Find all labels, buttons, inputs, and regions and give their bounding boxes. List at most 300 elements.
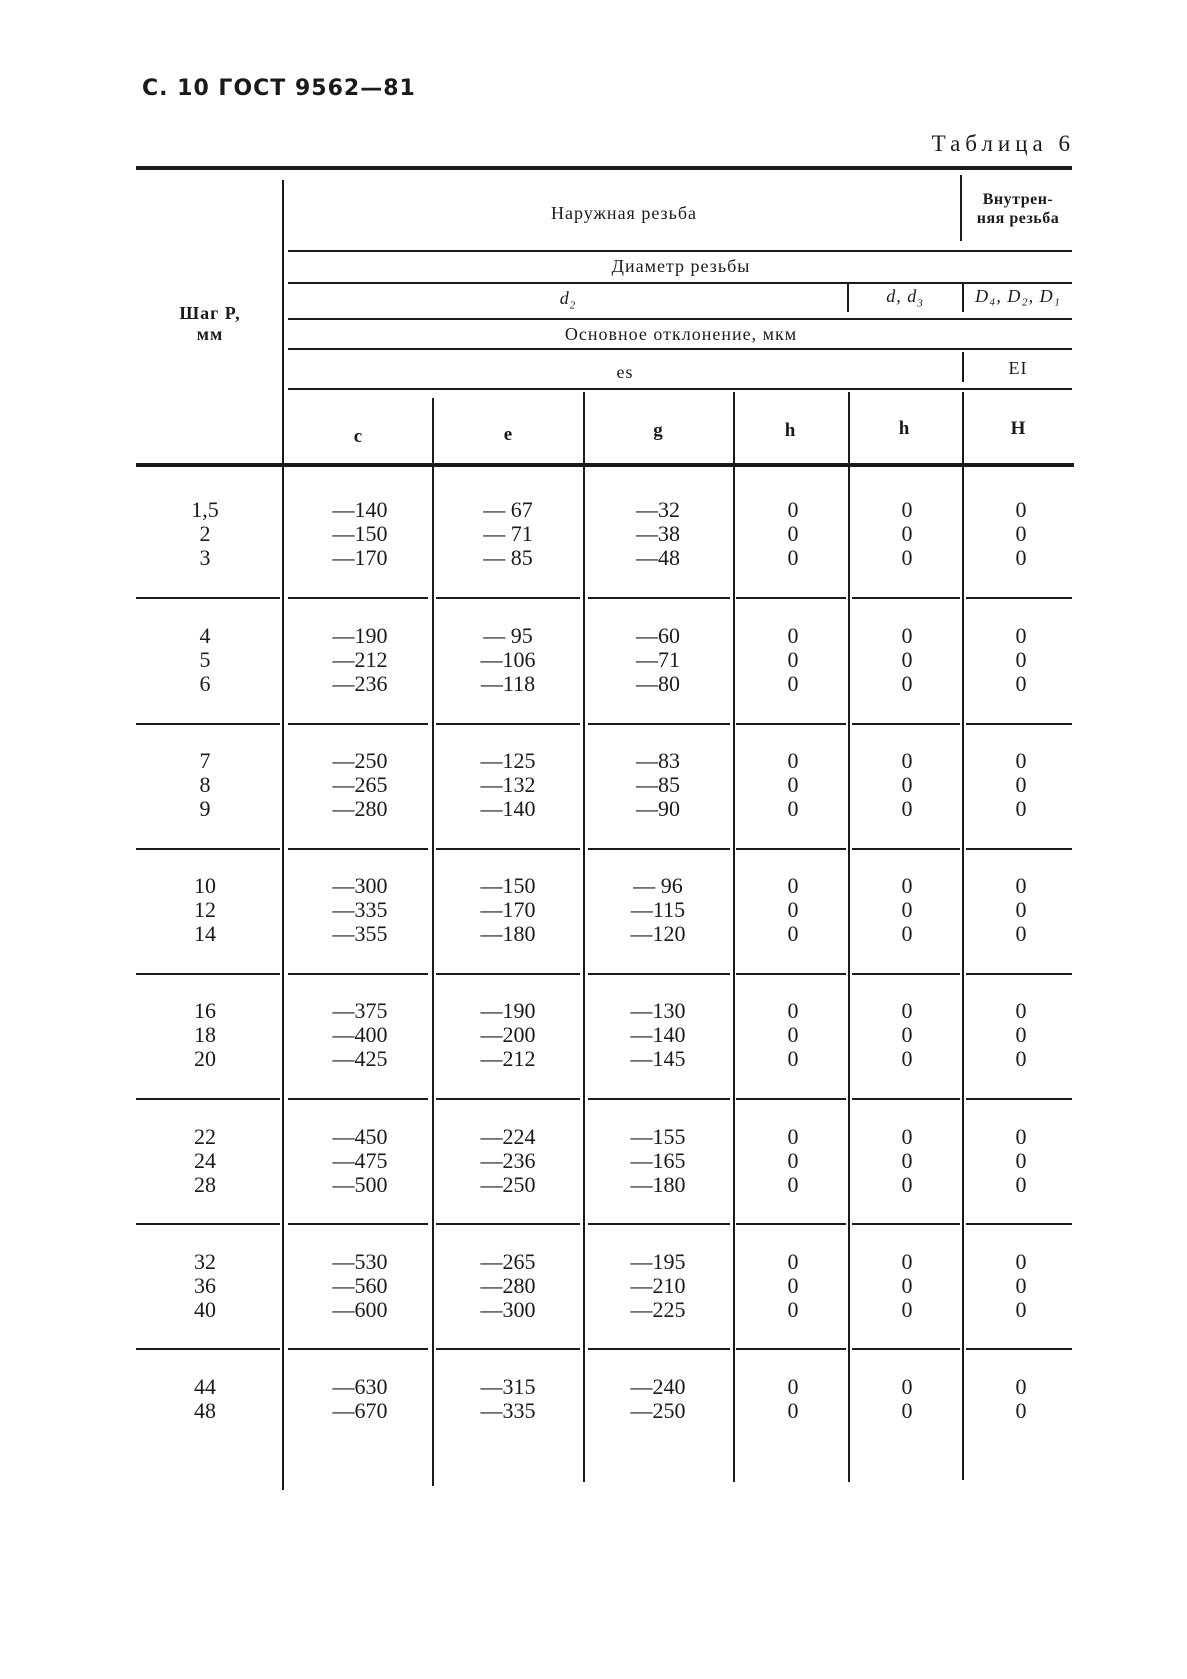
row-separator — [136, 1348, 280, 1350]
cell-value: 0 — [787, 873, 799, 898]
d-d3-divider — [847, 284, 849, 312]
cell-value: 32 — [194, 1249, 216, 1274]
row-separator — [288, 848, 428, 850]
cell-value: —190 — [480, 998, 536, 1023]
cell-value: —140 — [630, 1022, 686, 1047]
cell-value: 0 — [1015, 647, 1027, 672]
header-bottom-rule — [136, 463, 1074, 467]
table-cell-step — [150, 1375, 260, 1423]
cell-value: 44 — [194, 1374, 216, 1399]
col-divider-4 — [848, 392, 850, 1482]
table-cell-H — [976, 749, 1066, 821]
cell-value: —170 — [480, 897, 536, 922]
cell-value: — 85 — [483, 545, 533, 570]
row-separator — [736, 848, 846, 850]
cell-value: —60 — [636, 623, 680, 648]
table-cell-h2 — [862, 624, 952, 696]
rule-under-es — [288, 388, 1072, 390]
cell-value: —224 — [480, 1124, 536, 1149]
cell-value: —250 — [480, 1172, 536, 1197]
row-separator — [588, 1348, 730, 1350]
row-separator — [966, 723, 1072, 725]
cell-value: 0 — [787, 1124, 799, 1149]
table-cell-g — [598, 999, 718, 1071]
table-cell-H — [976, 624, 1066, 696]
cell-value: —165 — [630, 1148, 686, 1173]
cell-value: 5 — [199, 647, 211, 672]
cell-value: —118 — [480, 671, 536, 696]
cell-value: 3 — [199, 545, 211, 570]
cell-value: —190 — [332, 623, 388, 648]
thread-diameter-header: Диаметр резьбы — [611, 256, 751, 276]
table-cell-step — [150, 1125, 260, 1197]
cell-value: 0 — [1015, 921, 1027, 946]
cell-value: 0 — [787, 497, 799, 522]
row-separator — [588, 1223, 730, 1225]
cell-value: 0 — [1015, 1297, 1027, 1322]
cell-value: 0 — [787, 1046, 799, 1071]
row-separator — [136, 1223, 280, 1225]
table-cell-h2 — [862, 874, 952, 946]
cell-value: 0 — [1015, 1374, 1027, 1399]
cell-value: 0 — [1015, 1398, 1027, 1423]
table-cell-step — [150, 624, 260, 696]
cell-value: 0 — [901, 1022, 913, 1047]
table-cell-e — [448, 498, 568, 570]
cell-value: 0 — [787, 647, 799, 672]
table-cell-H — [976, 999, 1066, 1071]
row-separator — [736, 723, 846, 725]
table-cell-h1 — [748, 1125, 838, 1197]
cell-value: 0 — [1015, 1022, 1027, 1047]
cell-value: — 67 — [483, 497, 533, 522]
row-separator — [966, 848, 1072, 850]
col-header-H: H — [1010, 418, 1026, 439]
cell-value: —115 — [630, 897, 686, 922]
cell-value: 0 — [901, 1124, 913, 1149]
row-separator — [436, 1223, 580, 1225]
table-cell-c — [300, 498, 420, 570]
row-separator — [288, 1348, 428, 1350]
cell-value: —38 — [636, 521, 680, 546]
cell-value: 28 — [194, 1172, 216, 1197]
cell-value: 9 — [199, 796, 211, 821]
cell-value: 0 — [787, 671, 799, 696]
cell-value: 0 — [787, 796, 799, 821]
col-header-c: c — [353, 426, 363, 447]
col-divider-3 — [733, 392, 735, 1482]
cell-value: —670 — [332, 1398, 388, 1423]
step-header — [150, 303, 270, 345]
cell-value: —130 — [630, 998, 686, 1023]
cell-value: 0 — [901, 1249, 913, 1274]
cell-value: 0 — [1015, 772, 1027, 797]
table-cell-step — [150, 498, 260, 570]
table-cell-h1 — [748, 999, 838, 1071]
internal-thread-line1: Внутрен- — [982, 191, 1054, 208]
cell-value: —236 — [480, 1148, 536, 1173]
cell-value: —150 — [480, 873, 536, 898]
row-separator — [852, 1098, 960, 1100]
cell-value: 0 — [901, 545, 913, 570]
table-cell-h2 — [862, 498, 952, 570]
cell-value: — 95 — [483, 623, 533, 648]
rule-under-diameters — [288, 318, 1072, 320]
d-d3-label: d, d — [886, 286, 918, 306]
cell-value: 4 — [199, 623, 211, 648]
row-separator — [136, 973, 280, 975]
row-separator — [288, 1098, 428, 1100]
cell-value: —560 — [332, 1273, 388, 1298]
cell-value: 0 — [787, 772, 799, 797]
cell-value: 0 — [1015, 1124, 1027, 1149]
cell-value: 22 — [194, 1124, 216, 1149]
cell-value: 0 — [1015, 1172, 1027, 1197]
cell-value: 0 — [901, 921, 913, 946]
cell-value: 14 — [194, 921, 216, 946]
table-cell-step — [150, 749, 260, 821]
internal-divider — [960, 175, 962, 241]
cell-value: —32 — [636, 497, 680, 522]
cell-value: 0 — [901, 1297, 913, 1322]
cell-value: 0 — [787, 921, 799, 946]
cell-value: —425 — [332, 1046, 388, 1071]
cell-value: 0 — [787, 1022, 799, 1047]
col-header-h2: h — [898, 418, 910, 439]
d2-header — [290, 288, 846, 312]
cell-value: —85 — [636, 772, 680, 797]
table-cell-h1 — [748, 874, 838, 946]
cell-value: 0 — [1015, 1249, 1027, 1274]
cell-value: 0 — [787, 1297, 799, 1322]
cell-value: 0 — [1015, 1148, 1027, 1173]
cell-value: —450 — [332, 1124, 388, 1149]
row-separator — [436, 1348, 580, 1350]
table-cell-g — [598, 874, 718, 946]
cell-value: 16 — [194, 998, 216, 1023]
step-header-label: Шаг P, — [179, 303, 241, 323]
internal-thread-line2: няя резьба — [976, 210, 1060, 227]
row-separator — [288, 1223, 428, 1225]
table-cell-h1 — [748, 1250, 838, 1322]
row-separator — [436, 1098, 580, 1100]
row-separator — [966, 1098, 1072, 1100]
cell-value: 6 — [199, 671, 211, 696]
cell-value: —212 — [332, 647, 388, 672]
cell-value: 48 — [194, 1398, 216, 1423]
cell-value: 0 — [1015, 748, 1027, 773]
row-separator — [736, 1098, 846, 1100]
table-cell-g — [598, 749, 718, 821]
cell-value: —212 — [480, 1046, 536, 1071]
cell-value: 0 — [901, 1273, 913, 1298]
table-cell-e — [448, 999, 568, 1071]
row-separator — [852, 848, 960, 850]
cell-value: —71 — [636, 647, 680, 672]
cell-value: —210 — [630, 1273, 686, 1298]
cell-value: —300 — [332, 873, 388, 898]
cell-value: —335 — [332, 897, 388, 922]
table-cell-H — [976, 1125, 1066, 1197]
table-cell-c — [300, 624, 420, 696]
row-separator — [966, 597, 1072, 599]
cell-value: —280 — [332, 796, 388, 821]
cell-value: 0 — [1015, 897, 1027, 922]
cell-value: —180 — [480, 921, 536, 946]
row-separator — [852, 597, 960, 599]
cell-value: —180 — [630, 1172, 686, 1197]
cell-value: —475 — [332, 1148, 388, 1173]
cell-value: 0 — [787, 521, 799, 546]
cell-value: 0 — [901, 897, 913, 922]
rule-under-diameter — [288, 282, 1072, 284]
ei-header: EI — [1008, 358, 1028, 378]
cell-value: —145 — [630, 1046, 686, 1071]
table-cell-g — [598, 498, 718, 570]
table-top-rule — [136, 166, 1072, 170]
d2-label: d — [559, 288, 570, 308]
cell-value: 8 — [199, 772, 211, 797]
cell-value: 0 — [787, 623, 799, 648]
cell-value: —140 — [332, 497, 388, 522]
cell-value: —265 — [332, 772, 388, 797]
table-cell-step — [150, 999, 260, 1071]
cell-value: —335 — [480, 1398, 536, 1423]
row-separator — [588, 973, 730, 975]
cell-value: —400 — [332, 1022, 388, 1047]
row-separator — [852, 973, 960, 975]
cell-value: 0 — [787, 1273, 799, 1298]
col-header-g: g — [653, 420, 663, 441]
table-cell-g — [598, 1375, 718, 1423]
cell-value: 36 — [194, 1273, 216, 1298]
row-separator — [436, 597, 580, 599]
rule-under-thread-type — [288, 250, 1072, 252]
table-cell-e — [448, 749, 568, 821]
row-separator — [966, 973, 1072, 975]
table-cell-h1 — [748, 624, 838, 696]
table-cell-H — [976, 1250, 1066, 1322]
table-cell-h2 — [862, 999, 952, 1071]
cell-value: 0 — [787, 1148, 799, 1173]
cell-value: —48 — [636, 545, 680, 570]
table-cell-h2 — [862, 1125, 952, 1197]
cell-value: 0 — [901, 647, 913, 672]
cell-value: —140 — [480, 796, 536, 821]
cell-value: 0 — [901, 1398, 913, 1423]
cell-value: — 71 — [483, 521, 533, 546]
cell-value: —120 — [630, 921, 686, 946]
cell-value: —265 — [480, 1249, 536, 1274]
table-cell-step — [150, 1250, 260, 1322]
es-header: es — [616, 362, 634, 382]
main-deviation-header: Основное отклонение, мкм — [564, 324, 798, 344]
cell-value: 0 — [901, 873, 913, 898]
table-cell-c — [300, 874, 420, 946]
cell-value: 0 — [1015, 521, 1027, 546]
cell-value: —250 — [332, 748, 388, 773]
cell-value: 0 — [1015, 1273, 1027, 1298]
row-separator — [736, 1223, 846, 1225]
cell-value: 2 — [199, 521, 211, 546]
row-separator — [966, 1223, 1072, 1225]
cell-value: 0 — [1015, 545, 1027, 570]
table-cell-g — [598, 1125, 718, 1197]
cell-value: —240 — [630, 1374, 686, 1399]
cell-value: —170 — [332, 545, 388, 570]
internal-thread-header — [964, 190, 1072, 228]
D-header: D₄, D₂, D₁ — [975, 286, 1061, 306]
table-cell-H — [976, 498, 1066, 570]
cell-value: 10 — [194, 873, 216, 898]
table-cell-c — [300, 999, 420, 1071]
cell-value: 0 — [901, 998, 913, 1023]
table-cell-h1 — [748, 1375, 838, 1423]
cell-value: —375 — [332, 998, 388, 1023]
cell-value: 24 — [194, 1148, 216, 1173]
row-separator — [436, 973, 580, 975]
step-header-unit: мм — [196, 324, 224, 344]
col-header-e: e — [503, 424, 513, 445]
cell-value: 0 — [901, 497, 913, 522]
table-cell-c — [300, 1250, 420, 1322]
row-separator — [588, 848, 730, 850]
row-separator — [736, 1348, 846, 1350]
row-separator — [852, 723, 960, 725]
cell-value: 0 — [901, 671, 913, 696]
table-cell-step — [150, 874, 260, 946]
table-cell-e — [448, 1125, 568, 1197]
col-divider-5 — [962, 392, 964, 1480]
row-separator — [288, 597, 428, 599]
table-cell-e — [448, 1375, 568, 1423]
table-cell-h2 — [862, 1375, 952, 1423]
row-separator — [588, 1098, 730, 1100]
table-cell-e — [448, 874, 568, 946]
table-cell-H — [976, 874, 1066, 946]
stub-divider — [282, 180, 284, 1490]
cell-value: 0 — [1015, 873, 1027, 898]
cell-value: —195 — [630, 1249, 686, 1274]
row-separator — [136, 723, 280, 725]
table-cell-g — [598, 624, 718, 696]
cell-value: 0 — [787, 545, 799, 570]
row-separator — [136, 597, 280, 599]
row-separator — [436, 848, 580, 850]
row-separator — [136, 848, 280, 850]
d-d3-sub: 3 — [917, 297, 924, 310]
row-separator — [436, 723, 580, 725]
row-separator — [588, 723, 730, 725]
table-cell-e — [448, 624, 568, 696]
row-separator — [136, 1098, 280, 1100]
cell-value: —150 — [332, 521, 388, 546]
cell-value: —600 — [332, 1297, 388, 1322]
table-cell-c — [300, 749, 420, 821]
table-cell-h1 — [748, 749, 838, 821]
rule-under-deviation — [288, 348, 1072, 350]
cell-value: —315 — [480, 1374, 536, 1399]
cell-value: —90 — [636, 796, 680, 821]
cell-value: —155 — [630, 1124, 686, 1149]
cell-value: 0 — [1015, 623, 1027, 648]
cell-value: —236 — [332, 671, 388, 696]
row-separator — [852, 1348, 960, 1350]
cell-value: 0 — [901, 623, 913, 648]
table-cell-h1 — [748, 498, 838, 570]
cell-value: —630 — [332, 1374, 388, 1399]
cell-value: 40 — [194, 1297, 216, 1322]
table-cell-H — [976, 1375, 1066, 1423]
cell-value: 18 — [194, 1022, 216, 1047]
col-divider-2 — [583, 392, 585, 1482]
table-caption: Таблица 6 — [931, 131, 1075, 156]
external-thread-header: Наружная резьба — [550, 203, 698, 223]
cell-value: 0 — [787, 1249, 799, 1274]
table-cell-c — [300, 1125, 420, 1197]
cell-value: 7 — [199, 748, 211, 773]
cell-value: 0 — [901, 1148, 913, 1173]
cell-value: 0 — [901, 748, 913, 773]
cell-value: 0 — [787, 1172, 799, 1197]
cell-value: —125 — [480, 748, 536, 773]
cell-value: 0 — [901, 1374, 913, 1399]
cell-value: —300 — [480, 1297, 536, 1322]
cell-value: — 96 — [633, 873, 683, 898]
row-separator — [588, 597, 730, 599]
row-separator — [852, 1223, 960, 1225]
cell-value: 0 — [1015, 1046, 1027, 1071]
d-d3-header — [850, 286, 960, 310]
cell-value: 0 — [901, 521, 913, 546]
cell-value: 0 — [1015, 998, 1027, 1023]
cell-value: —500 — [332, 1172, 388, 1197]
row-separator — [736, 973, 846, 975]
page-header: С. 10 ГОСТ 9562—81 — [142, 76, 416, 101]
cell-value: 1,5 — [191, 497, 219, 522]
table-cell-e — [448, 1250, 568, 1322]
row-separator — [288, 973, 428, 975]
cell-value: 12 — [194, 897, 216, 922]
cell-value: 0 — [787, 897, 799, 922]
row-separator — [966, 1348, 1072, 1350]
row-separator — [288, 723, 428, 725]
cell-value: —106 — [480, 647, 536, 672]
cell-value: —200 — [480, 1022, 536, 1047]
cell-value: —225 — [630, 1297, 686, 1322]
cell-value: —83 — [636, 748, 680, 773]
cell-value: 0 — [901, 796, 913, 821]
cell-value: —250 — [630, 1398, 686, 1423]
col-divider-1 — [432, 398, 434, 1486]
cell-value: 0 — [1015, 671, 1027, 696]
cell-value: —280 — [480, 1273, 536, 1298]
cell-value: 0 — [787, 1398, 799, 1423]
cell-value: 0 — [787, 1374, 799, 1399]
cell-value: 0 — [787, 998, 799, 1023]
cell-value: —530 — [332, 1249, 388, 1274]
cell-value: 0 — [901, 1172, 913, 1197]
cell-value: 0 — [901, 772, 913, 797]
row-separator — [736, 597, 846, 599]
cell-value: 20 — [194, 1046, 216, 1071]
table-cell-c — [300, 1375, 420, 1423]
table-cell-h2 — [862, 1250, 952, 1322]
table-cell-g — [598, 1250, 718, 1322]
cell-value: —80 — [636, 671, 680, 696]
d2-sub: 2 — [569, 299, 577, 312]
cell-value: 0 — [901, 1046, 913, 1071]
